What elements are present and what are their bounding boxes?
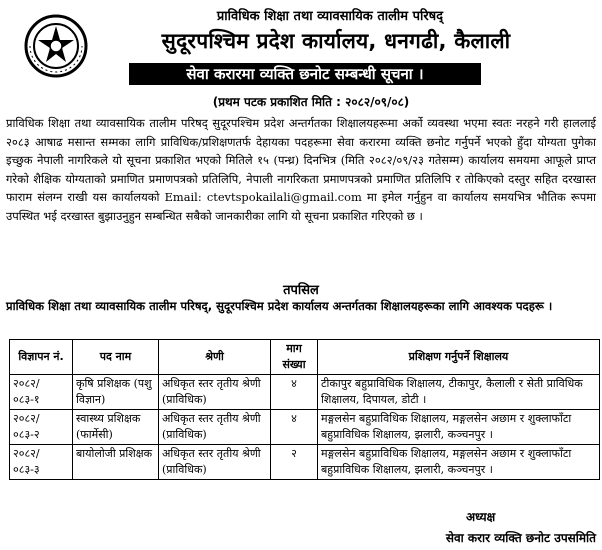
notice-body: प्राविधिक शिक्षा तथा व्यावसायिक तालीम परिषद् सुदूरपश्चिम प्रदेश अन्तर्गतका शिक्षालयहरूमा अर्को व्यवस्था भएमा स्वतः नरहने गरी हाललाई २०८३ आषाढ मसान्त सम्मका लागि प्राविधिक/प्रशिक्षणतर्फ देहायका पदहरूमा सेवा करारमा व्यक्ति छनोट गर्नुपर्ने भएको हुँदा योग्यता पुगेका इच्छुक नेपाली नागरिकले यो सूचना प्रकाशित भएको मितिले १५ (पन्ध्र) दिनभित्र (मिति २०८२/०९/२३ गतेसम्म) कार्यालय समयमा आफूले प्राप्त गरेको शैक्षिक योग्यताको प्रमाणित प्रमाणपत्रको प्रतिलिपि, नेपाली नागरिकता प्रमाणपत्रको प्रमाणित प्रतिलिपि र तोकिएको दस्तुर सहित दरखास्त फाराम संलग्न राखी यस कार्यालयको Email: ctevtspokailali@gmail.com मा इमेल गर्नुहुन वा कार्यालय समयभित्र भौतिक रूपमा उपस्थित भई दरखास्त बुझाउनुहुन सम्बन्धित सबैको जानकारीका लागि यो सूचना प्रकाशित गरिएको छ । bbox=[6, 116, 596, 223]
signatory-committee: सेवा करार व्यक्ति छनोट उपसमिति bbox=[445, 531, 596, 545]
cell-level: अधिकृत स्तर तृतीय श्रेणी (प्राविधिक) bbox=[159, 445, 271, 480]
cell-ad-no: २०८२/ ०८३-३ bbox=[10, 445, 73, 480]
table-row bbox=[10, 375, 600, 410]
cell-demand: ४ bbox=[271, 410, 318, 445]
office-name: सुदूरपश्चिम प्रदेश कार्यालय, धनगढी, कैलाली bbox=[161, 29, 511, 53]
cell-post: कृषि प्रशिक्षक (पशु विज्ञान) bbox=[73, 375, 159, 410]
cell-demand: २ bbox=[271, 445, 318, 480]
cell-schools: टीकापुर बहुप्राविधिक शिक्षालय, टीकापुर, कैलाली र सेती प्राविधिक शिक्षालय, दिपायल, डोटी । bbox=[318, 375, 600, 410]
cell-level: अधिकृत स्तर तृतीय श्रेणी (प्राविधिक) bbox=[159, 375, 271, 410]
header-schools: प्रशिक्षण गर्नुपर्ने शिक्षालय bbox=[318, 340, 600, 375]
signatory-role: अध्यक्ष bbox=[466, 510, 496, 524]
table-row bbox=[10, 410, 600, 445]
published-date: (प्रथम पटक प्रकाशित मिति : २०८२/०९/०८) bbox=[212, 95, 410, 109]
cell-post: स्वास्थ्य प्रशिक्षक (फार्मेसी) bbox=[73, 410, 159, 445]
details-subheading: प्राविधिक शिक्षा तथा व्यावसायिक तालीम परिषद्, सुदूरपश्चिम प्रदेश कार्यालय अन्तर्गतका शिक्षालयहरूका लागि आवश्यक पदहरू । bbox=[6, 299, 553, 313]
cell-level: अधिकृत स्तर तृतीय श्रेणी (प्राविधिक) bbox=[159, 410, 271, 445]
cell-demand: ४ bbox=[271, 375, 318, 410]
notice-title: सेवा करारमा व्यक्ति छनोट सम्बन्धी सूचना । bbox=[129, 63, 481, 85]
header-post: पद नाम bbox=[73, 340, 159, 375]
posts-table bbox=[9, 339, 600, 480]
details-heading: तपसिल bbox=[283, 283, 319, 298]
ctevt-emblem-icon bbox=[24, 14, 88, 78]
header-ad-no: विज्ञापन नं. bbox=[10, 340, 73, 375]
organization-name: प्राविधिक शिक्षा तथा व्यावसायिक तालीम परिषद् bbox=[216, 9, 444, 24]
header-level: श्रेणी bbox=[159, 340, 271, 375]
header-demand: माग संख्या bbox=[271, 340, 318, 375]
cell-ad-no: २०८२/ ०८३-२ bbox=[10, 410, 73, 445]
cell-schools: मङ्गलसेन बहुप्राविधिक शिक्षालय, मङ्गलसेन अछाम र शुक्लाफाँटा बहुप्राविधिक शिक्षालय, झलारी, कञ्चनपुर । bbox=[318, 410, 600, 445]
cell-post: बायोलोजी प्रशिक्षक bbox=[73, 445, 159, 480]
table-row bbox=[10, 445, 600, 480]
cell-ad-no: २०८२/ ०८३-१ bbox=[10, 375, 73, 410]
cell-schools: मङ्गलसेन बहुप्राविधिक शिक्षालय, मङ्गलसेन अछाम र शुक्लाफाँटा बहुप्राविधिक शिक्षालय, झलारी, कञ्चनपुर । bbox=[318, 445, 600, 480]
table-header-row bbox=[10, 340, 600, 375]
